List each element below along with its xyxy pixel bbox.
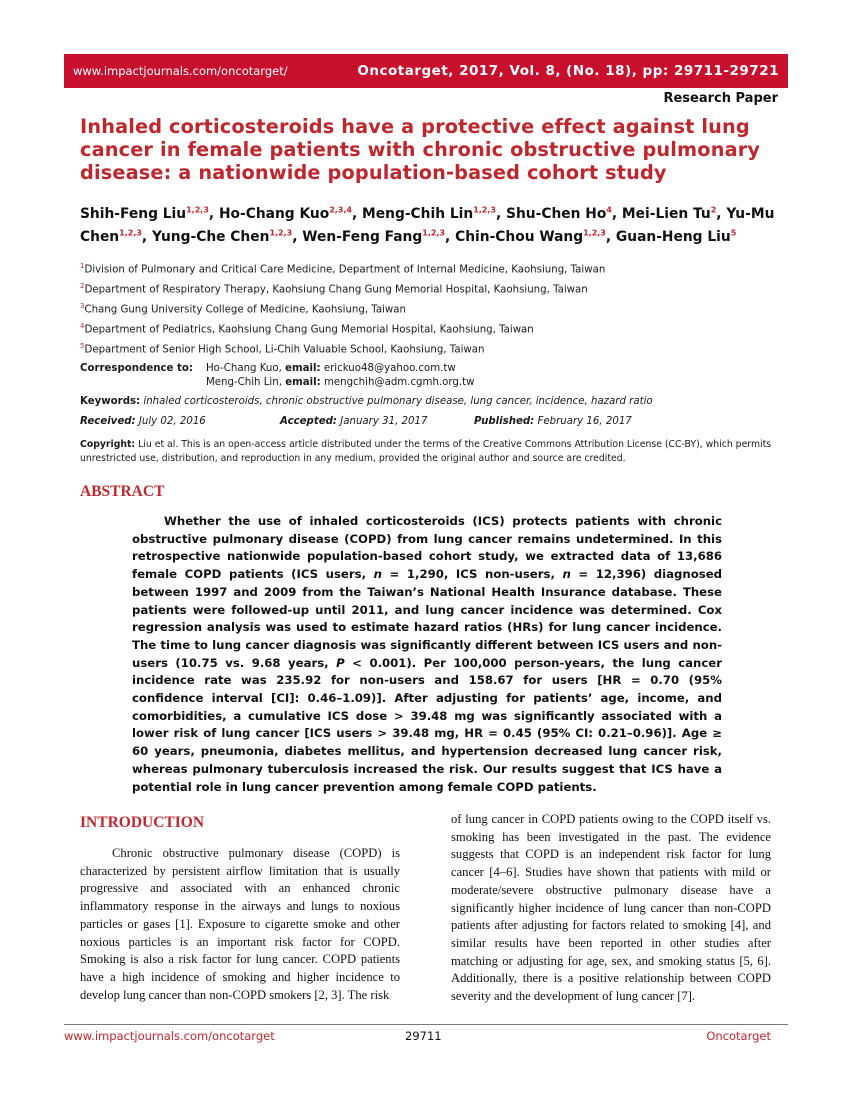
author: Meng-Chih Lin$^{1,2,3}$, (362, 205, 507, 222)
affiliation: $^2$Department of Respiratory Therapy, Kaohsiung Chang Gung Memorial Hospital, Kaohsiung, Taiwan (80, 282, 588, 296)
abstract-heading: ABSTRACT (80, 483, 165, 500)
header-citation: Oncotarget, 2017, Vol. 8, (No. 18), pp: 29711-29721 (357, 63, 779, 79)
article-title: Inhaled corticosteroids have a protective effect against lung cancer in female patients with chronic obstructive pulmonary disease: a nationwide population-based cohort study (80, 115, 761, 184)
author: Shih-Feng Liu$^{1,2,3}$, (80, 205, 219, 222)
author: Yung-Che Chen$^{1,2,3}$, (151, 228, 303, 246)
author: Wen-Feng Fang$^{1,2,3}$, (302, 228, 456, 246)
research-type-label: Research Paper (663, 91, 778, 106)
author: Chin-Chou Wang$^{1,2,3}$, (455, 228, 616, 246)
author-list (80, 200, 778, 247)
journal-banner (64, 54, 788, 88)
abstract-text: Whether the use of inhaled corticosteroids (ICS) protects patients with chronic obstructive pulmonary disease (COPD) from lung cancer remains undetermined. In this retrospective nationwide population-based cohort study, we extracted data of 13,686 female COPD patients (ICS users, n = 1,290, ICS non-users, n = 12,396) diagnosed between 1997 and 2009 from the Taiwan’s National Health Insurance database. These patients were followed-up until 2011, and lung cancer incidence was determined. Cox regression analysis was used to estimate hazard ratios (HRs) for lung cancer incidence. The time to lung cancer diagnosis was significantly different between ICS users and non-users (10.75 vs. 9.68 years, P < 0.001). Per 100,000 person-years, the lung cancer incidence rate was 235.92 for non-users and 158.67 for users [HR = 0.70 (95% confidence interval [CI]: 0.46–1.09)]. After adjusting for patients’ age, income, and comorbidities, a cumulative ICS dose > 39.48 mg was significantly associated with a lower risk of lung cancer [ICS users > 39.48 mg, HR = 0.45 (95% CI: 0.21–0.96)]. Age ≥ 60 years, pneumonia, diabetes mellitus, and hypertension decreased lung cancer risk, whereas pulmonary tuberculosis increased the risk. Our results suggest that ICS have a potential role in lung cancer prevention among female COPD patients. (132, 514, 722, 794)
author: Shu-Chen Ho$^4$, (506, 205, 622, 222)
intro-right-column: of lung cancer in COPD patients owing to the COPD itself vs. smoking has been investigated in the past. The evidence suggests that COPD is an independent risk factor for lung cancer [4–6]. Studies have shown that patients with mild or moderate/severe obstructive pulmonary disease have a significantly higher incidence of lung cancer than non-COPD patients after adjusting for factors related to smoking [4], and similar results have been reported in other studies after matching or adjusting for age, sex, and smoking status [5, 6]. Additionally, there is a positive relationship between COPD severity and the development of lung cancer [7]. (451, 812, 771, 1004)
author: Mei-Lien Tu$^2$, (621, 205, 727, 222)
affiliation: $^3$Chang Gung University College of Medicine, Kaohsiung, Taiwan (80, 302, 406, 316)
introduction-heading: INTRODUCTION (80, 814, 205, 831)
author: Ho-Chang Kuo$^{2,3,4}$, (218, 205, 363, 222)
affiliation-list (80, 260, 780, 360)
footer-journal: Oncotarget (706, 1029, 771, 1043)
author: Yu-Mu Chen$^{1,2,3}$, (80, 205, 775, 246)
keywords-line: Keywords: inhaled corticosteroids, chronic obstructive pulmonary disease, lung cancer, incidence, hazard ratio (80, 396, 653, 407)
email-link[interactable]: erickuo48@yahoo.com.tw (323, 363, 456, 374)
footer-divider (64, 1024, 788, 1025)
header-url-link[interactable]: www.impactjournals.com/oncotarget/ (73, 64, 288, 78)
intro-left-column: Chronic obstructive pulmonary disease (COPD) is characterized by persistent airflow limitation that is usually progressive and associated with an enhanced chronic inflammatory response in the airways and lungs to noxious particles or gases [1]. Exposure to cigarette smoke and other noxious particles is an important risk factor for COPD. Smoking is also a risk factor for lung cancer. COPD patients have a high incidence of smoking and higher incidence to develop lung cancer than non-COPD smokers [2, 3]. The risk (80, 846, 400, 1002)
copyright-notice: Copyright: Liu et al. This is an open-access article distributed under the terms of the Creative Commons Attribution License (CC-BY), which permits unrestricted use, distribution, and reproduction in any medium, provided the original author and source are credited. (80, 439, 772, 464)
affiliation: $^1$Division of Pulmonary and Critical Care Medicine, Department of Internal Medicine, Kaohsiung, Taiwan (80, 262, 606, 276)
affiliation: $^4$Department of Pediatrics, Kaohsiung Chang Gung Memorial Hospital, Kaohsiung, Taiwan (80, 322, 534, 336)
correspondence-block: Correspondence to: Ho-Chang Kuo, email: erickuo48@yahoo.com.tw Meng-Chih Lin, email: mengchih@adm.cgmh.org.tw (80, 363, 475, 388)
correspondence-label: Correspondence to: (80, 363, 193, 374)
affiliation: $^5$Department of Senior High School, Li-Chih Valuable School, Kaohsiung, Taiwan (80, 342, 485, 356)
email-link[interactable]: mengchih@adm.cgmh.org.tw (323, 377, 475, 388)
page-number: 29711 (405, 1029, 442, 1043)
footer-url-link[interactable]: www.impactjournals.com/oncotarget (64, 1029, 275, 1043)
author: Guan-Heng Liu$^5$ (615, 228, 737, 246)
dates-line: Received: July 02, 2016 Accepted: January 31, 2017 Published: February 16, 2017 (80, 416, 632, 427)
